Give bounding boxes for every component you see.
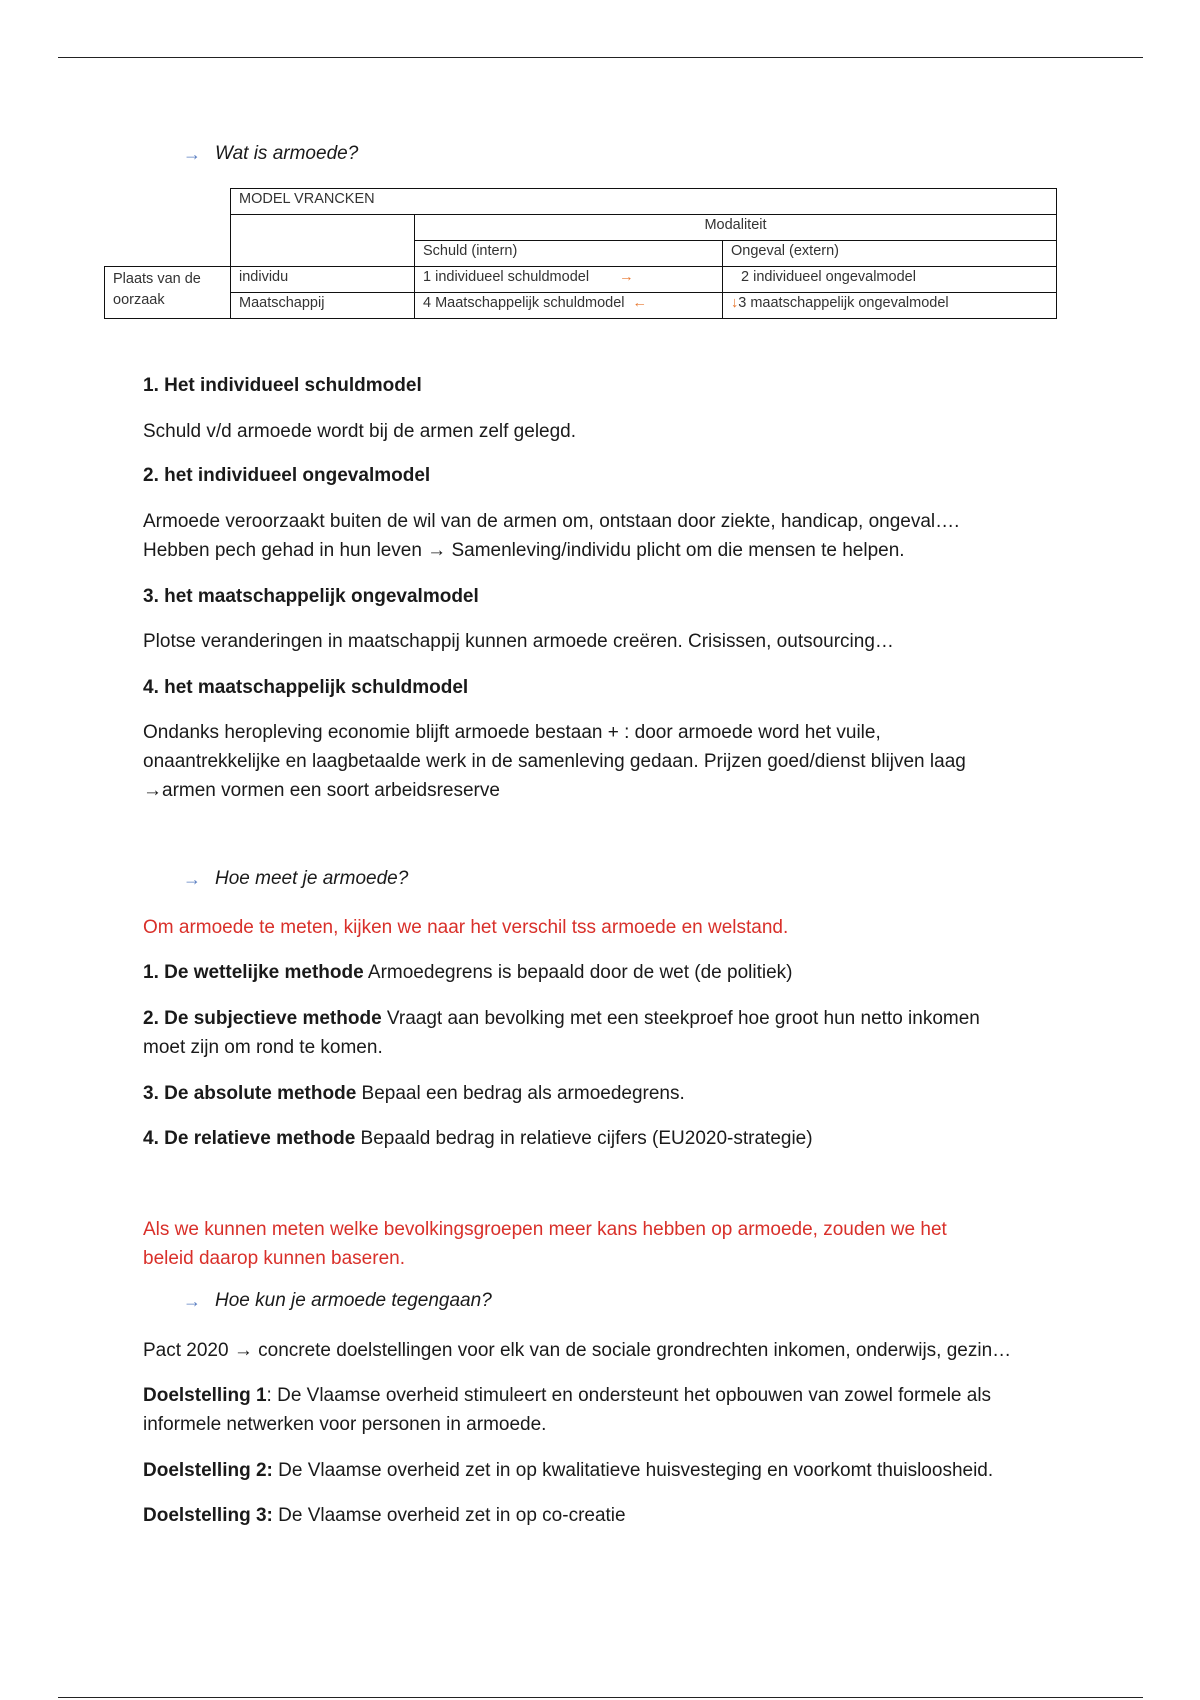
cell-text: 4 Maatschappelijk schuldmodel [423,295,625,311]
model-3-title: 3. het maatschappelijk ongevalmodel [143,586,479,607]
modaliteit-header: Modaliteit [415,215,1057,241]
model-4-body-line1: Ondanks heropleving economie blijft armoede bestaan + : door armoede word het vuile, [143,722,881,743]
arrow-right-icon: → [183,143,201,164]
arrow-right-icon: → [183,868,201,889]
model-2-body-line1: Armoede veroorzaakt buiten de wil van de armen om, ontstaan door ziekte, handicap, ongeval…. [143,511,960,532]
cell-individueel-ongevalmodel: 2 individueel ongevalmodel [723,267,1057,293]
model-4-body-line3: →armen vormen een soort arbeidsreserve [143,780,500,801]
model-1-title: 1. Het individueel schuldmodel [143,375,422,396]
table-spacer [105,241,231,267]
goal-1-line2: informele netwerken voor personen in armoede. [143,1414,547,1435]
table-title: MODEL VRANCKEN [231,189,1057,215]
method-1: 1. De wettelijke methode Armoedegrens is bepaald door de wet (de politiek) [143,962,793,983]
method-2-line2: moet zijn om rond te komen. [143,1037,383,1058]
section-heading-wat-is-armoede [183,143,358,165]
model-2-body-line2: Hebben pech gehad in hun leven → Samenleving/individu plicht om die mensen te helpen. [143,540,905,561]
measure-intro: Om armoede te meten, kijken we naar het verschil tss armoede en welstand. [143,917,789,938]
method-2-line1: 2. De subjectieve methode Vraagt aan bevolking met een steekproef hoe groot hun netto inkomen [143,1008,980,1029]
model-vrancken-table [104,188,1057,319]
section-heading-hoe-kun-je-armoede-tegengaan [183,1290,492,1312]
method-3: 3. De absolute methode Bepaal een bedrag als armoedegrens. [143,1083,685,1104]
header-rule [58,57,1143,58]
cell-individueel-schuldmodel [415,267,723,293]
section-heading-hoe-meet-je-armoede [183,868,408,890]
goal-2: Doelstelling 2: De Vlaamse overheid zet in op kwalitatieve huisvesteging en voorkomt thuisloosheid. [143,1460,994,1481]
row-label-maatschappij: Maatschappij [231,293,415,319]
cell-maatschappelijk-schuldmodel [415,293,723,319]
model-3-body: Plotse veranderingen in maatschappij kunnen armoede creëren. Crisissen, outsourcing… [143,631,894,652]
footer-rule [58,1697,1143,1698]
method-4: 4. De relatieve methode Bepaald bedrag in relatieve cijfers (EU2020-strategie) [143,1128,813,1149]
policy-note-line2: beleid daarop kunnen baseren. [143,1248,405,1269]
policy-note-line1: Als we kunnen meten welke bevolkingsgroepen meer kans hebben op armoede, zouden we het [143,1219,947,1240]
model-2-title: 2. het individueel ongevalmodel [143,465,431,486]
row-header-plaats: Plaats van de oorzaak [105,267,231,319]
section-heading-text: Wat is armoede? [215,143,359,164]
model-4-body-line2: onaantrekkelijke en laagbetaalde werk in de samenleving gedaan. Prijzen goed/dienst blijven laag [143,751,966,772]
model-1-body: Schuld v/d armoede wordt bij de armen zelf gelegd. [143,421,577,442]
model-4-title: 4. het maatschappelijk schuldmodel [143,677,469,698]
row-label-individu: individu [231,267,415,293]
arrow-right-icon: → [619,269,634,285]
table-spacer [105,189,231,215]
goal-1-line1: Doelstelling 1: De Vlaamse overheid stimuleert en ondersteunt het opbouwen van zowel formele als [143,1385,992,1406]
arrow-right-icon: → [183,1290,201,1311]
col-header-ongeval: Ongeval (extern) [723,241,1057,267]
col-header-schuld: Schuld (intern) [415,241,723,267]
section-heading-text: Hoe meet je armoede? [215,868,409,889]
table-spacer [105,215,231,241]
arrow-left-icon: ← [632,295,648,311]
pact-2020: Pact 2020 → concrete doelstellingen voor elk van de sociale grondrechten inkomen, onderwijs, gezin… [143,1340,1012,1361]
arrow-down-icon: ↓ [731,295,739,311]
goal-3: Doelstelling 3: De Vlaamse overheid zet in op co-creatie [143,1505,626,1526]
cell-maatschappelijk-ongevalmodel [723,293,1057,319]
section-heading-text: Hoe kun je armoede tegengaan? [215,1290,492,1311]
table-corner-cell [231,215,415,267]
cell-text: 3 maatschappelijk ongevalmodel [738,295,949,311]
cell-text: 1 individueel schuldmodel [423,269,590,285]
